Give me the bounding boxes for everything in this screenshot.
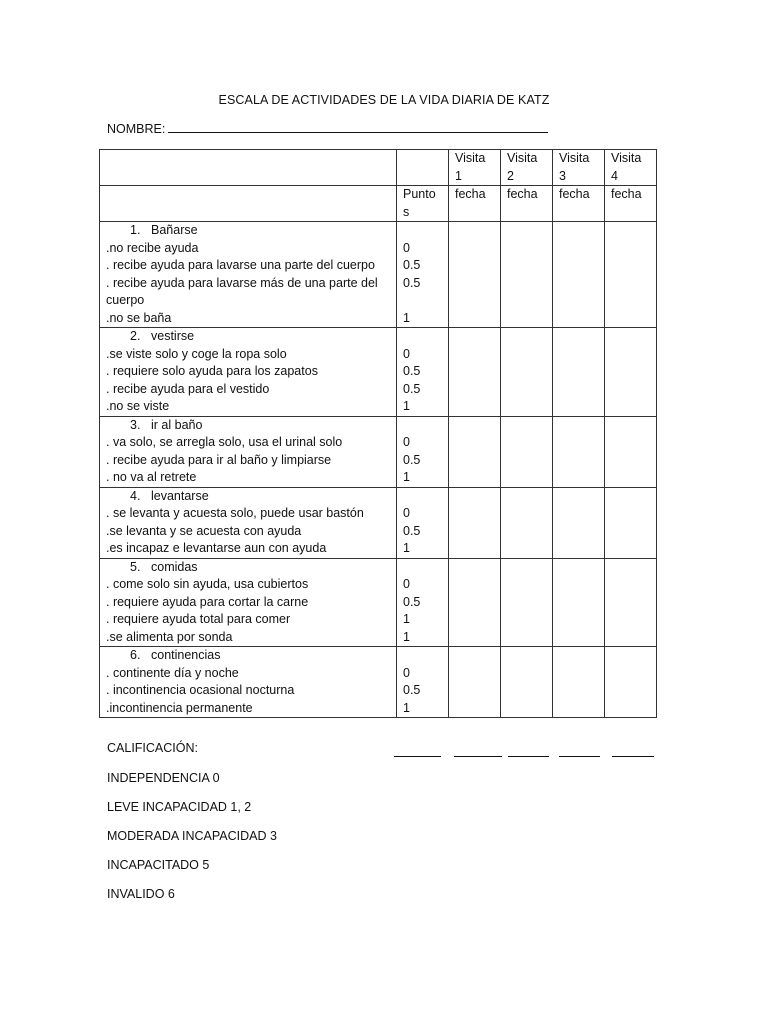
visit-cell[interactable] bbox=[449, 558, 501, 647]
points-cell bbox=[397, 558, 449, 647]
points-value: 0 bbox=[403, 435, 410, 449]
header-row-visitas bbox=[100, 150, 657, 186]
visit-cell[interactable] bbox=[501, 416, 553, 487]
visit-cell[interactable] bbox=[449, 328, 501, 417]
scale-invalido: INVALIDO 6 bbox=[107, 887, 175, 901]
points-value: 0 bbox=[403, 506, 410, 520]
visit-cell[interactable] bbox=[553, 487, 605, 558]
points-value: 0.5 bbox=[403, 381, 421, 396]
header-fecha-2: fecha bbox=[501, 186, 553, 222]
visit-cell[interactable] bbox=[553, 222, 605, 328]
option-text: . se levanta y acuesta solo, puede usar bastón bbox=[106, 506, 364, 520]
visit-cell[interactable] bbox=[501, 222, 553, 328]
option-text: .no recibe ayuda bbox=[106, 240, 199, 255]
scale-incapacitado: INCAPACITADO 5 bbox=[107, 858, 210, 872]
points-value: 0.5 bbox=[403, 258, 421, 272]
visit-cell[interactable] bbox=[605, 647, 657, 718]
option-text: . recibe ayuda para lavarse más de una parte del cuerpo bbox=[106, 275, 378, 307]
option-text: . come solo sin ayuda, usa cubiertos bbox=[106, 577, 309, 591]
points-value: 0 bbox=[403, 577, 410, 591]
points-value: 1 bbox=[403, 541, 410, 555]
visit-cell[interactable] bbox=[605, 222, 657, 328]
option-text: . no va al retrete bbox=[106, 470, 197, 484]
category-row-comidas bbox=[100, 558, 657, 647]
category-cell bbox=[100, 222, 397, 328]
page-title: ESCALA DE ACTIVIDADES DE LA VIDA DIARIA DE KATZ bbox=[218, 93, 550, 107]
header-visita-3: Visita 3 bbox=[553, 150, 605, 186]
option-text: . continente día y noche bbox=[106, 665, 239, 680]
option-text: . incontinencia ocasional nocturna bbox=[106, 683, 295, 697]
category-title: 5. comidas bbox=[130, 559, 198, 574]
category-title: 6. continencias bbox=[130, 648, 221, 662]
option-text: .no se baña bbox=[106, 310, 172, 325]
calificacion-blank-3[interactable] bbox=[508, 743, 549, 757]
calificacion-blank-5[interactable] bbox=[612, 743, 654, 757]
visit-cell[interactable] bbox=[553, 647, 605, 718]
header-visita-2: Visita 2 bbox=[501, 150, 553, 186]
header-puntos: Punto s bbox=[397, 186, 449, 222]
option-text: . requiere ayuda para cortar la carne bbox=[106, 594, 309, 609]
category-title: 1. Bañarse bbox=[130, 223, 198, 237]
visit-cell[interactable] bbox=[553, 558, 605, 647]
visit-cell[interactable] bbox=[553, 416, 605, 487]
category-cell bbox=[100, 647, 397, 718]
points-value: 0.5 bbox=[403, 523, 421, 538]
visit-cell[interactable] bbox=[605, 416, 657, 487]
points-cell bbox=[397, 328, 449, 417]
header-empty-points-cell bbox=[397, 150, 449, 186]
scale-independencia: INDEPENDENCIA 0 bbox=[107, 771, 220, 785]
option-text: . recibe ayuda para ir al baño y limpiarse bbox=[106, 452, 332, 467]
option-text: .se levanta y se acuesta con ayuda bbox=[106, 523, 302, 538]
visit-cell[interactable] bbox=[449, 487, 501, 558]
option-text: .no se viste bbox=[106, 399, 170, 413]
points-value: 0.5 bbox=[403, 275, 421, 290]
points-value: 0.5 bbox=[403, 364, 421, 378]
option-text: .se alimenta por sonda bbox=[106, 629, 233, 644]
header-fecha-4: fecha bbox=[605, 186, 657, 222]
category-row-vestirse bbox=[100, 328, 657, 417]
header-visita-1: Visita 1 bbox=[449, 150, 501, 186]
scale-leve-incapacidad: LEVE INCAPACIDAD 1, 2 bbox=[107, 800, 252, 814]
points-value: 1 bbox=[403, 310, 410, 325]
points-value: 0 bbox=[403, 665, 410, 680]
visit-cell[interactable] bbox=[449, 222, 501, 328]
scale-moderada-incapacidad: MODERADA INCAPACIDAD 3 bbox=[107, 829, 277, 843]
points-value: 0.5 bbox=[403, 683, 421, 697]
option-text: .se viste solo y coge la ropa solo bbox=[106, 346, 287, 361]
points-value: 1 bbox=[403, 470, 410, 484]
visit-cell[interactable] bbox=[501, 647, 553, 718]
katz-table bbox=[99, 149, 657, 718]
nombre-field[interactable] bbox=[168, 121, 548, 133]
header-fecha-1: fecha bbox=[449, 186, 501, 222]
calificacion-blank-1[interactable] bbox=[394, 743, 441, 757]
points-value: 0.5 bbox=[403, 594, 421, 609]
points-cell bbox=[397, 222, 449, 328]
points-cell bbox=[397, 647, 449, 718]
option-text: .incontinencia permanente bbox=[106, 700, 253, 715]
option-text: . recibe ayuda para el vestido bbox=[106, 381, 270, 396]
option-text: . requiere solo ayuda para los zapatos bbox=[106, 364, 318, 378]
category-title: 4. levantarse bbox=[130, 488, 209, 503]
calificacion-blank-2[interactable] bbox=[454, 743, 502, 757]
option-text: . va solo, se arregla solo, usa el urinal solo bbox=[106, 435, 343, 449]
header-empty-cell bbox=[100, 150, 397, 186]
calificacion-blank-4[interactable] bbox=[559, 743, 600, 757]
points-value: 1 bbox=[403, 629, 410, 644]
category-title: 2. vestirse bbox=[130, 329, 195, 343]
points-value: 1 bbox=[403, 399, 410, 413]
category-cell bbox=[100, 487, 397, 558]
points-value: 0.5 bbox=[403, 452, 421, 467]
points-value: 0 bbox=[403, 240, 410, 255]
header-row-fecha bbox=[100, 186, 657, 222]
visit-cell[interactable] bbox=[449, 416, 501, 487]
nombre-label: NOMBRE: bbox=[107, 122, 166, 136]
category-row-banarse bbox=[100, 222, 657, 328]
category-title: 3. ir al baño bbox=[130, 417, 203, 432]
header-empty-cell bbox=[100, 186, 397, 222]
points-cell bbox=[397, 416, 449, 487]
points-cell bbox=[397, 487, 449, 558]
points-value: 1 bbox=[403, 700, 410, 715]
header-visita-4: Visita 4 bbox=[605, 150, 657, 186]
visit-cell[interactable] bbox=[501, 487, 553, 558]
visit-cell[interactable] bbox=[501, 558, 553, 647]
option-text: . requiere ayuda total para comer bbox=[106, 612, 291, 626]
category-row-ir-al-bano bbox=[100, 416, 657, 487]
category-cell bbox=[100, 416, 397, 487]
category-row-levantarse bbox=[100, 487, 657, 558]
points-value: 0 bbox=[403, 346, 410, 361]
visit-cell[interactable] bbox=[501, 328, 553, 417]
option-text: . recibe ayuda para lavarse una parte del cuerpo bbox=[106, 258, 375, 272]
category-cell bbox=[100, 328, 397, 417]
header-fecha-3: fecha bbox=[553, 186, 605, 222]
calificacion-label: CALIFICACIÓN: bbox=[107, 741, 198, 755]
category-row-continencias bbox=[100, 647, 657, 718]
visit-cell[interactable] bbox=[605, 558, 657, 647]
nombre-row bbox=[107, 121, 548, 136]
category-cell bbox=[100, 558, 397, 647]
visit-cell[interactable] bbox=[605, 328, 657, 417]
visit-cell[interactable] bbox=[605, 487, 657, 558]
points-value: 1 bbox=[403, 612, 410, 626]
visit-cell[interactable] bbox=[553, 328, 605, 417]
option-text: .es incapaz e levantarse aun con ayuda bbox=[106, 541, 327, 555]
visit-cell[interactable] bbox=[449, 647, 501, 718]
